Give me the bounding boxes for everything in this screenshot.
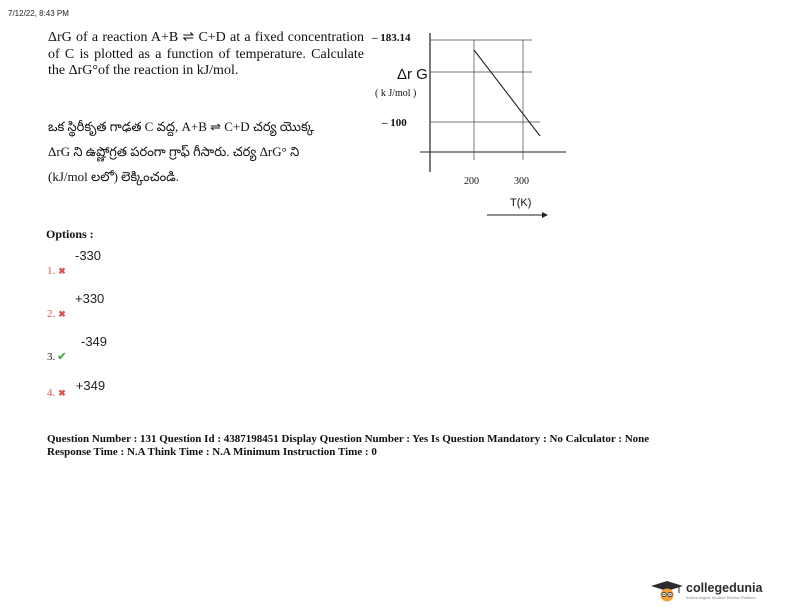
- correct-check-icon: ✔: [57, 351, 67, 363]
- x-axis-label: T(K): [510, 197, 532, 209]
- y-axis-label: Δr G: [397, 66, 428, 83]
- x-direction-arrowhead: [542, 212, 548, 218]
- telugu-line-3: (kJ/mol లలో) లెక్కించండి.: [48, 169, 180, 184]
- y-tick-bottom: – 100: [382, 117, 407, 129]
- wrong-cross-icon: ✖: [58, 266, 66, 276]
- question-metadata: [47, 433, 767, 458]
- graduate-mascot-icon: [650, 580, 684, 602]
- telugu-line-1: ఒక స్థిరీకృత గాఢత C వద్ద, A+B ⇌ C+D చర్య యొక్క: [48, 119, 315, 134]
- options-title: Options :: [46, 227, 94, 241]
- delta-g-line: [474, 50, 540, 136]
- option-1-number: 1.: [47, 265, 56, 277]
- option-4-value: +349: [75, 378, 106, 393]
- y-axis-unit: ( k J/mol ): [375, 88, 417, 99]
- option-3-number: 3.: [47, 351, 56, 363]
- delta-g-vs-temperature-graph: [370, 26, 575, 221]
- option-1-value: -330: [75, 248, 102, 263]
- x-tick-200: 200: [464, 176, 479, 187]
- collegedunia-logo: [650, 580, 762, 602]
- metadata-line-2: Response Time : N.A Think Time : N.A Minimum Instruction Time : 0: [47, 445, 377, 458]
- y-tick-top: – 183.14: [372, 32, 411, 44]
- logo-tagline: India's largest Student Review Platform: [686, 595, 756, 600]
- question-text-telugu: [48, 114, 378, 189]
- option-4-number: 4.: [47, 387, 56, 399]
- option-2-number: 2.: [47, 308, 56, 320]
- x-tick-300: 300: [514, 176, 529, 187]
- wrong-cross-icon: ✖: [58, 309, 66, 319]
- timestamp: 7/12/22, 8:43 PM: [8, 9, 69, 18]
- wrong-cross-icon: ✖: [58, 388, 66, 398]
- question-text-english: ΔrG of a reaction A+B ⇌ C+D at a fixed concentration of C is plotted as a function of temperature. Calculate the ΔrG°of the reaction in kJ/mol.: [48, 30, 364, 78]
- telugu-line-2: ΔrG ని ఉష్ణోగ్రత పరంగా గ్రాఫ్ గీసారు. చర్య ΔrG° ని: [48, 144, 300, 159]
- metadata-line-1: Question Number : 131 Question Id : 4387198451 Display Question Number : Yes Is Question Mandatory : No Calculator : None: [47, 433, 650, 445]
- option-3-value: -349: [81, 334, 108, 349]
- option-2-value: +330: [75, 291, 105, 306]
- logo-wordmark: collegedunia: [686, 581, 763, 595]
